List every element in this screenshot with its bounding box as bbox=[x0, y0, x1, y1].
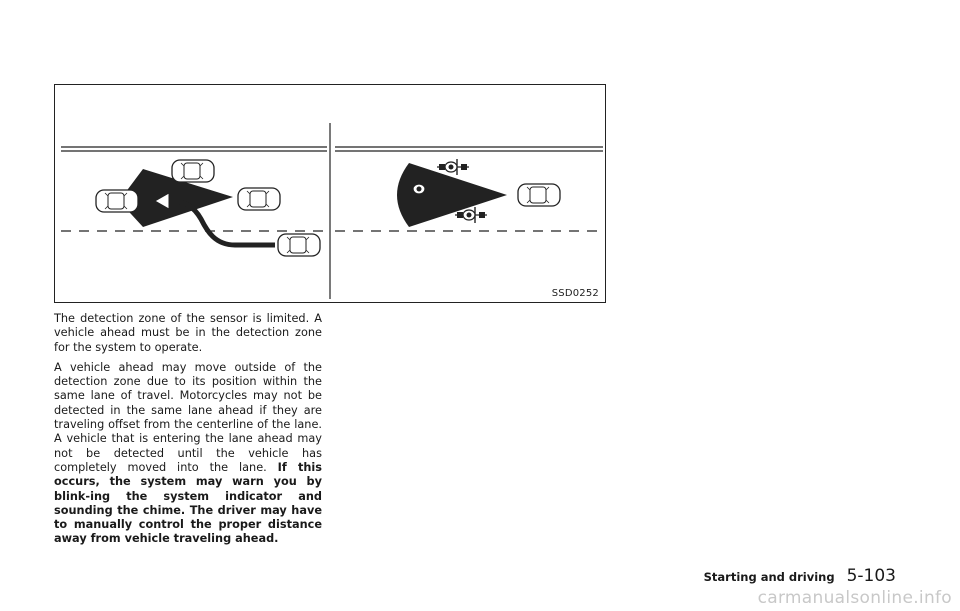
paragraph-detection-zone: The detection zone of the sensor is limited. A vehicle ahead must be in the detection zone for the system to operate. bbox=[54, 312, 322, 354]
entering-vehicle-icon bbox=[278, 234, 320, 256]
body-text bbox=[54, 312, 322, 553]
host-vehicle-icon bbox=[96, 190, 138, 212]
page-number: 5-103 bbox=[846, 566, 896, 586]
left-panel-entering-vehicle bbox=[61, 147, 327, 256]
watermark: carmanualsonline.info bbox=[757, 588, 952, 608]
vehicle-adjacent-icon bbox=[172, 160, 214, 182]
detection-zone-right bbox=[397, 163, 507, 227]
host-vehicle-icon bbox=[518, 184, 560, 206]
detection-diagram bbox=[55, 85, 607, 304]
detection-zone-figure bbox=[54, 84, 606, 303]
paragraph-vehicle-ahead: A vehicle ahead may move outside of the detection zone due to its position within the same lane of travel. Motorcycles may not be detected in the same lane ahead if they are traveling offset from the centerline of the lane. A vehicle that is entering the lane ahead may not be detected until the vehicle has completely moved into the lane. If this occurs, the system may warn you by blink-ing the system indicator and sounding the chime. The driver may have to manually control the proper distance away from vehicle traveling ahead. bbox=[54, 360, 322, 546]
right-panel-motorcycles bbox=[335, 147, 603, 231]
vehicle-ahead-icon bbox=[238, 188, 280, 210]
motorcycle-icon bbox=[437, 159, 469, 175]
section-title: Starting and driving bbox=[703, 570, 835, 584]
warning-text: If this occurs, the system may warn you by blink-ing the system indicator and sounding the chime. The driver may have to manually control the proper distance away from vehicle traveling ahead. bbox=[54, 460, 322, 546]
figure-code: SSD0252 bbox=[551, 288, 599, 299]
page-footer bbox=[704, 566, 896, 586]
